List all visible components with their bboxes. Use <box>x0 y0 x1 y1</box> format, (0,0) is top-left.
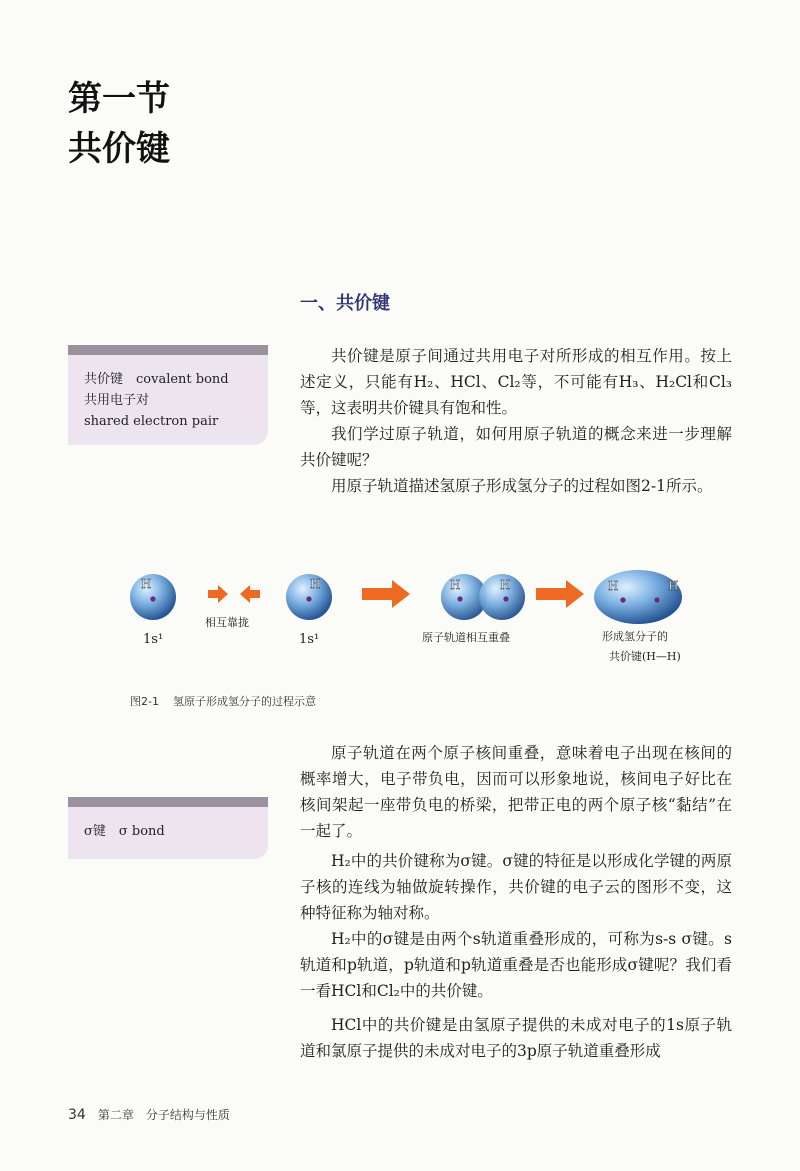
nucleus-dot-2 <box>306 596 311 601</box>
overlap-atom-label-2: H <box>500 578 511 592</box>
glossary-term-sigma-bond: σ键 σ bond <box>84 824 165 839</box>
subsection-heading: 一、共价键 <box>300 293 390 314</box>
paragraph-5: H₂中的共价键称为σ键。σ键的特征是以形成化学键的两原子核的连线为轴做旋转操作，共价键的电子云的图形不变，这种特征称为轴对称。 <box>300 852 732 922</box>
approach-label: 相互靠拢 <box>205 616 249 629</box>
paragraph-3: 用原子轨道描述氢原子形成氢分子的过程如图2-1所示。 <box>331 477 713 495</box>
molecule-atom-label-1: H <box>608 579 619 593</box>
overlap-nucleus-left <box>457 596 462 601</box>
approach-arrow-left <box>240 585 260 603</box>
footer-chapter: 第二章 <box>97 1108 134 1122</box>
glossary-term-shared-pair-cn: 共用电子对 <box>84 393 150 408</box>
footer-chapter-title: 分子结构与性质 <box>145 1108 230 1122</box>
glossary-box-sigma <box>68 797 268 859</box>
molecule-nucleus-right <box>654 597 659 602</box>
orbital-label-1: 1s¹ <box>143 632 164 647</box>
molecule-atom-label-2: H <box>668 579 679 593</box>
glossary-term-covalent-bond: 共价键 covalent bond <box>84 372 229 387</box>
figure-2-1 <box>100 560 720 675</box>
page-footer <box>68 1106 242 1123</box>
approach-arrow-right <box>208 585 228 603</box>
process-arrow-1 <box>362 580 410 608</box>
glossary-term-shared-pair-en: shared electron pair <box>84 414 219 429</box>
product-label-line-1: 形成氢分子的 <box>602 630 668 643</box>
paragraph-6: H₂中的σ键是由两个s轨道重叠形成的，可称为s-s σ键。s轨道和p轨道，p轨道和p轨道重叠是否也能形成σ键呢？我们看一看HCl和Cl₂中的共价键。 <box>300 930 732 1000</box>
overlap-atom-label-1: H <box>450 578 461 592</box>
glossary-bar <box>68 797 268 807</box>
section-title: 共价键 <box>68 129 170 169</box>
orbital-label-2: 1s¹ <box>299 632 320 647</box>
nucleus-dot-1 <box>150 596 155 601</box>
product-label-line-2: 共价键(H—H) <box>609 650 681 663</box>
glossary-bar <box>68 345 268 355</box>
molecule-nucleus-left <box>620 597 625 602</box>
figure-caption-text: 氢原子形成氢分子的过程示意 <box>172 695 316 708</box>
overlap-nucleus-right <box>503 596 508 601</box>
paragraph-1: 共价键是原子间通过共用电子对所形成的相互作用。按上述定义，只能有H₂、HCl、Cl₂等，不可能有H₃、H₂Cl和Cl₃等，这表明共价键具有饱和性。 <box>300 347 732 417</box>
overlap-label: 原子轨道相互重叠 <box>422 631 510 644</box>
figure-number: 图2-1 <box>130 695 159 708</box>
paragraph-4: 原子轨道在两个原子核间重叠，意味着电子出现在核间的概率增大，电子带负电，因而可以形象地说，核间电子好比在核间架起一座带负电的桥梁，把带正电的两个原子核“黏结”在一起了。 <box>300 744 732 840</box>
figure-caption <box>130 693 316 709</box>
page-number: 34 <box>68 1107 86 1123</box>
atom-label-1: H <box>141 577 152 591</box>
process-arrow-2 <box>536 580 584 608</box>
paragraph-2: 我们学过原子轨道，如何用原子轨道的概念来进一步理解共价键呢？ <box>300 425 732 469</box>
atom-label-2: H <box>310 577 321 591</box>
chapter-heading <box>68 74 170 174</box>
section-number: 第一节 <box>68 79 170 119</box>
paragraph-7: HCl中的共价键是由氢原子提供的未成对电子的1s原子轨道和氯原子提供的未成对电子的3p原子轨道重叠形成 <box>300 1016 732 1060</box>
glossary-box-covalent <box>68 345 268 445</box>
